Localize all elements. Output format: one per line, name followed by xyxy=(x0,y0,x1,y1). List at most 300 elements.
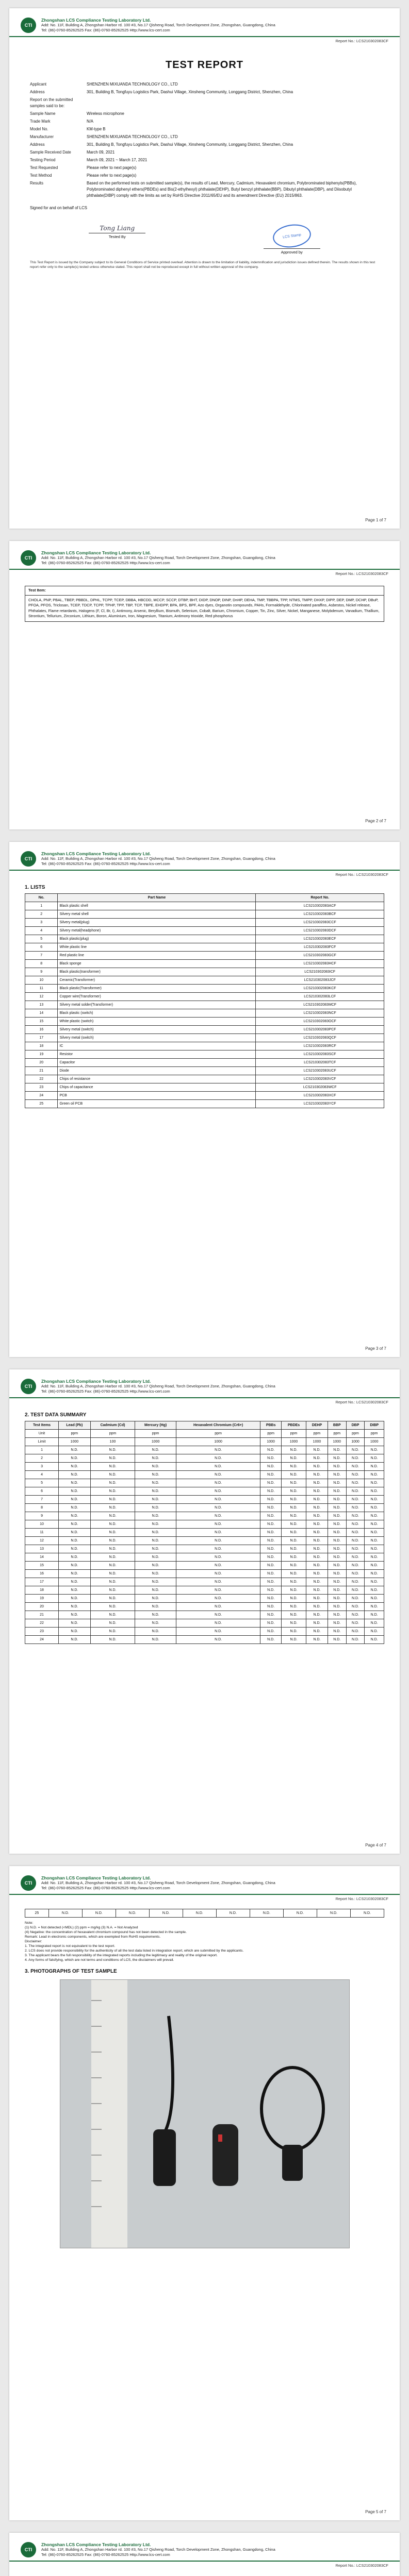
note-line: Remark: Lead in electronic components, which are exempted from RoHS requirements. xyxy=(25,1935,161,1939)
result-cell: N.D. xyxy=(365,1545,384,1553)
table-cell: Green oil PCB xyxy=(58,1100,256,1108)
table-cell: IC xyxy=(58,1042,256,1050)
table-cell: ppm xyxy=(282,1430,306,1438)
table-cell: 1 xyxy=(25,902,58,910)
result-cell: N.D. xyxy=(90,1553,135,1562)
result-cell: N.D. xyxy=(365,1471,384,1479)
result-cell: N.D. xyxy=(59,1545,91,1553)
result-cell: N.D. xyxy=(365,1595,384,1603)
result-cell: N.D. xyxy=(306,1529,328,1537)
table-cell: 16 xyxy=(25,1026,58,1034)
result-cell: N.D. xyxy=(328,1529,346,1537)
table-cell: LCS210302083DCF xyxy=(256,927,384,935)
result-cell: N.D. xyxy=(135,1636,176,1644)
lab-address: Add: No. 11F, Building A, Zhongshan Harbor rd. 100 #3, No.17 Qisheng Road, Torch Development Zone, Zhongshan, Guangdong, China xyxy=(41,1384,275,1388)
table-cell: LCS210302083FCF xyxy=(256,943,384,952)
table-cell: 23 xyxy=(25,1083,58,1092)
field-label: Results xyxy=(30,181,43,185)
table-cell: ppm xyxy=(59,1430,91,1438)
result-cell: N.D. xyxy=(260,1586,282,1595)
table-cell: LCS210302083NCF xyxy=(256,1009,384,1018)
result-cell: N.D. xyxy=(282,1603,306,1611)
column-header: Report No. xyxy=(256,894,384,902)
table-cell: Silvery metal solder(Transformer) xyxy=(58,1001,256,1009)
table-row xyxy=(25,993,384,1001)
result-cell: N.D. xyxy=(90,1520,135,1529)
field-value: N/A xyxy=(87,119,93,124)
result-cell: N.D. xyxy=(260,1595,282,1603)
result-cell: N.D. xyxy=(365,1463,384,1471)
result-cell: N.D. xyxy=(306,1636,328,1644)
lab-name: Zhongshan LCS Compliance Testing Laboratory Ltd. xyxy=(41,1875,151,1880)
row-number: 15 xyxy=(25,1562,59,1570)
table-cell: 7 xyxy=(25,952,58,960)
row-number: 2 xyxy=(25,1454,59,1463)
report-page-3 xyxy=(9,842,400,1357)
result-cell: N.D. xyxy=(365,1553,384,1562)
result-cell: N.D. xyxy=(135,1471,176,1479)
row-number: 1 xyxy=(25,1446,59,1454)
result-cell: N.D. xyxy=(365,1603,384,1611)
table-cell: LCS210302083VCF xyxy=(256,1075,384,1083)
result-cell: N.D. xyxy=(135,1611,176,1619)
column-header: DBP xyxy=(346,1421,365,1430)
table-row xyxy=(25,1545,384,1553)
lab-contact: Tel: (86)-0760-85262525 Fax: (86)-0760-85262525 Http://www.lcs-cert.com xyxy=(41,1389,170,1394)
note-line: Note: xyxy=(25,1921,34,1925)
table-cell: 25 xyxy=(25,1100,58,1108)
result-cell: N.D. xyxy=(306,1496,328,1504)
column-header: Hexavalent Chromium (Cr6+) xyxy=(176,1421,260,1430)
result-cell: N.D. xyxy=(346,1496,365,1504)
test-data-table xyxy=(25,1421,384,1644)
result-cell: N.D. xyxy=(135,1446,176,1454)
column-header: Cadmium (Cd) xyxy=(90,1421,135,1430)
result-cell: N.D. xyxy=(365,1520,384,1529)
lab-logo: CTI xyxy=(21,1379,36,1394)
result-cell: N.D. xyxy=(90,1496,135,1504)
table-cell: Resistor xyxy=(58,1050,256,1059)
result-cell: N.D. xyxy=(135,1562,176,1570)
result-cell: N.D. xyxy=(260,1471,282,1479)
result-cell: N.D. xyxy=(90,1504,135,1512)
result-cell: N.D. xyxy=(260,1553,282,1562)
result-cell: N.D. xyxy=(135,1586,176,1595)
result-cell: N.D. xyxy=(176,1611,260,1619)
table-row xyxy=(25,1059,384,1067)
field-label: Sample Name xyxy=(30,111,56,116)
result-cell: N.D. xyxy=(306,1471,328,1479)
table-cell: 25 xyxy=(25,1909,49,1918)
disclaimer-text: This Test Report is issued by the Company subject to its General Conditions of Service printed overleaf. Attention is drawn to the limitation of liability, indemnification and jurisdiction issues defined therein. The results shown in this test report refer only to the sample(s) tested unless otherwise stated. This report shall not be reproduced except in full without written approval of the company. xyxy=(30,261,375,269)
result-cell: N.D. xyxy=(176,1537,260,1545)
result-cell: N.D. xyxy=(260,1454,282,1463)
result-cell: N.D. xyxy=(59,1636,91,1644)
field-value: 301, Building B, Tongfuyu Logistics Park, Dashui Village, Xinsheng Community, Longgang District, Shenzhen, China xyxy=(87,142,293,147)
result-cell: N.D. xyxy=(135,1553,176,1562)
result-cell: N.D. xyxy=(90,1595,135,1603)
result-cell: N.D. xyxy=(365,1570,384,1578)
field-value: SHENZHEN MIXUANDA TECHNOLOGY CO., LTD xyxy=(87,82,178,87)
table-cell: 1000 xyxy=(260,1438,282,1446)
table-row xyxy=(25,985,384,993)
result-cell: N.D. xyxy=(346,1578,365,1586)
page-number: Page 3 of 7 xyxy=(365,1346,386,1351)
result-cell: N.D. xyxy=(176,1471,260,1479)
result-cell: N.D. xyxy=(90,1463,135,1471)
field-value: KM-type B xyxy=(87,127,106,131)
result-cell: N.D. xyxy=(260,1537,282,1545)
result-cell: N.D. xyxy=(306,1595,328,1603)
sample-photo-graphic xyxy=(60,1980,349,2248)
column-header: PBDEs xyxy=(282,1421,306,1430)
table-cell: 13 xyxy=(25,1001,58,1009)
lab-contact: Tel: (86)-0760-85262525 Fax: (86)-0760-85262525 Http://www.lcs-cert.com xyxy=(41,2552,170,2557)
result-cell: N.D. xyxy=(176,1529,260,1537)
table-row xyxy=(25,902,384,910)
field-label: Trade Mark xyxy=(30,119,51,124)
table-cell: 100 xyxy=(90,1438,135,1446)
result-cell: N.D. xyxy=(306,1553,328,1562)
result-cell: N.D. xyxy=(59,1487,91,1496)
result-cell: N.D. xyxy=(176,1463,260,1471)
result-cell: N.D. xyxy=(59,1586,91,1595)
table-row xyxy=(25,952,384,960)
row-number: 6 xyxy=(25,1487,59,1496)
result-cell: N.D. xyxy=(135,1570,176,1578)
signature-area xyxy=(30,225,379,255)
column-header: DEHP xyxy=(306,1421,328,1430)
result-cell: N.D. xyxy=(282,1446,306,1454)
result-cell: N.D. xyxy=(282,1562,306,1570)
table-cell: LCS210302083WCF xyxy=(256,1083,384,1092)
result-cell: N.D. xyxy=(282,1471,306,1479)
result-cell: N.D. xyxy=(282,1463,306,1471)
result-cell: N.D. xyxy=(306,1512,328,1520)
test-items-box xyxy=(25,586,384,622)
result-cell: N.D. xyxy=(328,1487,346,1496)
row-number: 19 xyxy=(25,1595,59,1603)
result-cell: N.D. xyxy=(90,1471,135,1479)
table-cell: LCS210302083GCF xyxy=(256,952,384,960)
result-cell: N.D. xyxy=(328,1595,346,1603)
section-title: 1. LISTS xyxy=(25,885,45,890)
table-cell: Black sponge xyxy=(58,960,256,968)
field-label: Test Method xyxy=(30,173,52,178)
result-cell: N.D. xyxy=(306,1611,328,1619)
field-value: Wireless microphone xyxy=(87,111,124,116)
result-cell: N.D. xyxy=(365,1504,384,1512)
field-value: March 09, 2021 xyxy=(87,150,115,155)
table-row xyxy=(25,1603,384,1611)
result-cell: N.D. xyxy=(328,1562,346,1570)
result-cell: N.D. xyxy=(90,1628,135,1636)
page-number: Page 1 of 7 xyxy=(365,518,386,522)
result-cell: N.D. xyxy=(135,1454,176,1463)
row-number: 10 xyxy=(25,1520,59,1529)
report-page-5 xyxy=(9,1866,400,2520)
result-cell: N.D. xyxy=(306,1454,328,1463)
table-cell: Limit xyxy=(25,1438,59,1446)
table-row xyxy=(25,919,384,927)
page-number: Page 4 of 7 xyxy=(365,1843,386,1848)
report-field-row xyxy=(30,149,379,156)
table-row xyxy=(25,943,384,952)
result-cell: N.D. xyxy=(306,1619,328,1628)
table-cell: Black plastic(Transformer) xyxy=(58,985,256,993)
result-cell: N.D. xyxy=(260,1603,282,1611)
report-field-row xyxy=(30,180,379,199)
table-row xyxy=(25,1619,384,1628)
result-cell: N.D. xyxy=(346,1504,365,1512)
result-cell: N.D. xyxy=(306,1520,328,1529)
table-cell: 4 xyxy=(25,927,58,935)
field-label: Test Requested xyxy=(30,165,58,170)
column-header: Test Items xyxy=(25,1421,59,1430)
table-cell: Black plastic shell xyxy=(58,902,256,910)
table-cell: LCS210302083CCF xyxy=(256,919,384,927)
result-cell: N.D. xyxy=(260,1496,282,1504)
report-field-row xyxy=(30,173,379,179)
result-cell: N.D. xyxy=(176,1512,260,1520)
table-row xyxy=(25,960,384,968)
table-row xyxy=(25,1553,384,1562)
table-cell: White plastic (switch) xyxy=(58,1018,256,1026)
note-line: 2. LCS does not provide responsibility for the authenticity of all the test data listed in integration report, which are submitted by the applicants. xyxy=(25,1949,244,1953)
result-cell: N.D. xyxy=(59,1578,91,1586)
result-cell: N.D. xyxy=(306,1586,328,1595)
result-cell: N.D. xyxy=(365,1611,384,1619)
table-cell: 1000 xyxy=(59,1438,91,1446)
result-cell: N.D. xyxy=(260,1545,282,1553)
result-cell: N.D. xyxy=(260,1628,282,1636)
test-data-table-continued xyxy=(25,1909,384,1918)
table-cell: ppm xyxy=(328,1430,346,1438)
table-cell: ppm xyxy=(90,1430,135,1438)
approver-label: Approved by xyxy=(264,248,320,255)
unit-row xyxy=(25,1430,384,1438)
result-cell: N.D. xyxy=(176,1628,260,1636)
table-cell: Silvery metal(plug) xyxy=(58,919,256,927)
row-number: 12 xyxy=(25,1537,59,1545)
table-cell: LCS210302083SCF xyxy=(256,1050,384,1059)
result-cell: N.D. xyxy=(365,1586,384,1595)
field-label: Report on the submitted samples said to be: xyxy=(30,97,73,108)
result-cell: N.D. xyxy=(346,1586,365,1595)
result-cell: N.D. xyxy=(346,1454,365,1463)
table-row xyxy=(25,1026,384,1034)
result-cell: N.D. xyxy=(365,1578,384,1586)
result-cell: N.D. xyxy=(346,1636,365,1644)
result-cell: N.D. xyxy=(346,1553,365,1562)
table-cell: LCS210302083LCF xyxy=(256,993,384,1001)
lab-name: Zhongshan LCS Compliance Testing Laboratory Ltd. xyxy=(41,18,151,23)
field-label: Manufacturer xyxy=(30,134,54,139)
lab-contact: Tel: (86)-0760-85262525 Fax: (86)-0760-85262525 Http://www.lcs-cert.com xyxy=(41,561,170,565)
result-cell: N.D. xyxy=(176,1454,260,1463)
table-cell: N.D. xyxy=(250,1909,283,1918)
result-cell: N.D. xyxy=(176,1619,260,1628)
result-cell: N.D. xyxy=(59,1529,91,1537)
table-row xyxy=(25,1075,384,1083)
table-cell: 24 xyxy=(25,1092,58,1100)
result-cell: N.D. xyxy=(328,1537,346,1545)
result-cell: N.D. xyxy=(135,1520,176,1529)
tester-signature: Tong Liang xyxy=(100,225,135,232)
table-cell: 5 xyxy=(25,935,58,943)
page-header xyxy=(9,1369,400,1398)
result-cell: N.D. xyxy=(282,1504,306,1512)
table-cell: N.D. xyxy=(116,1909,149,1918)
column-header: No. xyxy=(25,894,58,902)
result-cell: N.D. xyxy=(260,1487,282,1496)
table-row xyxy=(25,1628,384,1636)
row-number: 16 xyxy=(25,1570,59,1578)
table-cell: Black plastic(transformer) xyxy=(58,968,256,976)
result-cell: N.D. xyxy=(59,1619,91,1628)
lab-name: Zhongshan LCS Compliance Testing Laboratory Ltd. xyxy=(41,851,151,856)
report-number: Report No.: LCS210302083CF xyxy=(335,571,388,576)
table-row xyxy=(25,935,384,943)
table-row xyxy=(25,1018,384,1026)
lab-name: Zhongshan LCS Compliance Testing Laboratory Ltd. xyxy=(41,550,151,555)
report-number: Report No.: LCS210302083CF xyxy=(335,872,388,877)
table-row xyxy=(25,1092,384,1100)
result-cell: N.D. xyxy=(176,1545,260,1553)
column-header: DIBP xyxy=(365,1421,384,1430)
result-cell: N.D. xyxy=(90,1545,135,1553)
result-cell: N.D. xyxy=(135,1537,176,1545)
table-row xyxy=(25,1009,384,1018)
field-value: 301, Building B, Tongfuyu Logistics Park, Dashui Village, Xinsheng Community, Longgang District, Shenzhen, China xyxy=(87,90,293,94)
table-cell: LCS210302083PCF xyxy=(256,1026,384,1034)
field-value: Based on the performed tests on submitted sample(s), the results of Lead, Mercury, Cadmium, Hexavalent chromium, Polybrominated biphenyls(PBBs), Polybrominated diphenyl ethers(PBDEs) and Bis(2-ethylhexyl) phthalate(DEHP), Butyl benzyl phthalate(BBP), Dibutyl phthalate(DBP), and Diisobutyl phthalate(DIBP) comply with the limits as set by RoHS Directive 2011/65/EU and its amendment Directive (EU) 2015/863. xyxy=(87,181,357,198)
field-value: Please refer to next page(s) xyxy=(87,173,137,178)
page-header xyxy=(9,842,400,871)
table-cell: ppm xyxy=(346,1430,365,1438)
result-cell: N.D. xyxy=(90,1562,135,1570)
result-cell: N.D. xyxy=(90,1619,135,1628)
page-number: Page 2 of 7 xyxy=(365,819,386,823)
result-cell: N.D. xyxy=(346,1619,365,1628)
table-cell: Ceramic(Transformer) xyxy=(58,976,256,985)
result-cell: N.D. xyxy=(59,1562,91,1570)
table-cell: LCS210302083ICF xyxy=(256,968,384,976)
notes-block xyxy=(25,1921,384,1962)
lab-address: Add: No. 11F, Building A, Zhongshan Harbor rd. 100 #3, No.17 Qisheng Road, Torch Development Zone, Zhongshan, Guangdong, China xyxy=(41,555,275,560)
row-number: 5 xyxy=(25,1479,59,1487)
table-cell: 17 xyxy=(25,1034,58,1042)
report-field-row xyxy=(30,165,379,171)
report-field-row xyxy=(30,134,379,140)
table-cell: 10 xyxy=(25,976,58,985)
field-value: SHENZHEN MIXUANDA TECHNOLOGY CO., LTD xyxy=(87,134,178,139)
table-cell: Silvery metal (switch) xyxy=(58,1026,256,1034)
table-cell: White plastic line xyxy=(58,943,256,952)
table-cell: 1000 xyxy=(176,1438,260,1446)
result-cell: N.D. xyxy=(346,1471,365,1479)
result-cell: N.D. xyxy=(90,1570,135,1578)
result-cell: N.D. xyxy=(135,1603,176,1611)
note-line: (1) N.D. = Not detected (<MDL) (2) ppm = mg/kg (3) N.A. = Not Analyzed xyxy=(25,1926,138,1929)
table-row xyxy=(25,1067,384,1075)
lab-contact: Tel: (86)-0760-85262525 Fax: (86)-0760-85262525 Http://www.lcs-cert.com xyxy=(41,1886,170,1890)
field-value: March 09, 2021 ~ March 17, 2021 xyxy=(87,158,148,162)
table-cell: ppm xyxy=(365,1430,384,1438)
result-cell: N.D. xyxy=(135,1512,176,1520)
table-cell: 9 xyxy=(25,968,58,976)
result-cell: N.D. xyxy=(328,1578,346,1586)
result-cell: N.D. xyxy=(346,1529,365,1537)
result-cell: N.D. xyxy=(346,1611,365,1619)
row-number: 24 xyxy=(25,1636,59,1644)
row-number: 21 xyxy=(25,1611,59,1619)
result-cell: N.D. xyxy=(328,1603,346,1611)
result-cell: N.D. xyxy=(135,1479,176,1487)
table-cell: Silvery metal shell xyxy=(58,910,256,919)
table-row xyxy=(25,976,384,985)
report-field-row xyxy=(30,111,379,117)
table-cell: 15 xyxy=(25,1018,58,1026)
result-cell: N.D. xyxy=(346,1545,365,1553)
table-cell: Red plastic line xyxy=(58,952,256,960)
result-cell: N.D. xyxy=(365,1446,384,1454)
result-cell: N.D. xyxy=(328,1454,346,1463)
table-cell: 1000 xyxy=(365,1438,384,1446)
table-row xyxy=(25,1562,384,1570)
result-cell: N.D. xyxy=(282,1586,306,1595)
report-field-row xyxy=(30,81,379,88)
table-cell: Chips of resistance xyxy=(58,1075,256,1083)
table-cell: N.D. xyxy=(82,1909,116,1918)
result-cell: N.D. xyxy=(135,1529,176,1537)
row-number: 13 xyxy=(25,1545,59,1553)
table-row xyxy=(25,1479,384,1487)
result-cell: N.D. xyxy=(135,1628,176,1636)
table-cell: LCS210302083TCF xyxy=(256,1059,384,1067)
lab-name: Zhongshan LCS Compliance Testing Laboratory Ltd. xyxy=(41,2542,151,2547)
result-cell: N.D. xyxy=(282,1545,306,1553)
page-header xyxy=(9,1866,400,1895)
note-line: 3. The applicant bears the full responsibility of the integrated reports including the legitimacy and reality of the original report. xyxy=(25,1954,218,1957)
note-line: Disclaimer: xyxy=(25,1940,42,1943)
result-cell: N.D. xyxy=(260,1611,282,1619)
result-cell: N.D. xyxy=(135,1545,176,1553)
column-header: Mercury (Hg) xyxy=(135,1421,176,1430)
result-cell: N.D. xyxy=(260,1562,282,1570)
result-cell: N.D. xyxy=(346,1603,365,1611)
result-cell: N.D. xyxy=(260,1479,282,1487)
row-number: 9 xyxy=(25,1512,59,1520)
table-cell: Black plastic(plug) xyxy=(58,935,256,943)
result-cell: N.D. xyxy=(59,1454,91,1463)
result-cell: N.D. xyxy=(306,1487,328,1496)
lab-name: Zhongshan LCS Compliance Testing Laboratory Ltd. xyxy=(41,1379,151,1384)
table-cell: 14 xyxy=(25,1009,58,1018)
table-cell: 18 xyxy=(25,1042,58,1050)
result-cell: N.D. xyxy=(260,1619,282,1628)
table-cell: 6 xyxy=(25,943,58,952)
field-value xyxy=(87,97,379,109)
table-row xyxy=(25,1471,384,1479)
result-cell: N.D. xyxy=(176,1562,260,1570)
row-number: 22 xyxy=(25,1619,59,1628)
result-cell: N.D. xyxy=(282,1537,306,1545)
result-cell: N.D. xyxy=(306,1479,328,1487)
row-number: 14 xyxy=(25,1553,59,1562)
result-cell: N.D. xyxy=(59,1496,91,1504)
lab-logo: CTI xyxy=(21,1875,36,1891)
